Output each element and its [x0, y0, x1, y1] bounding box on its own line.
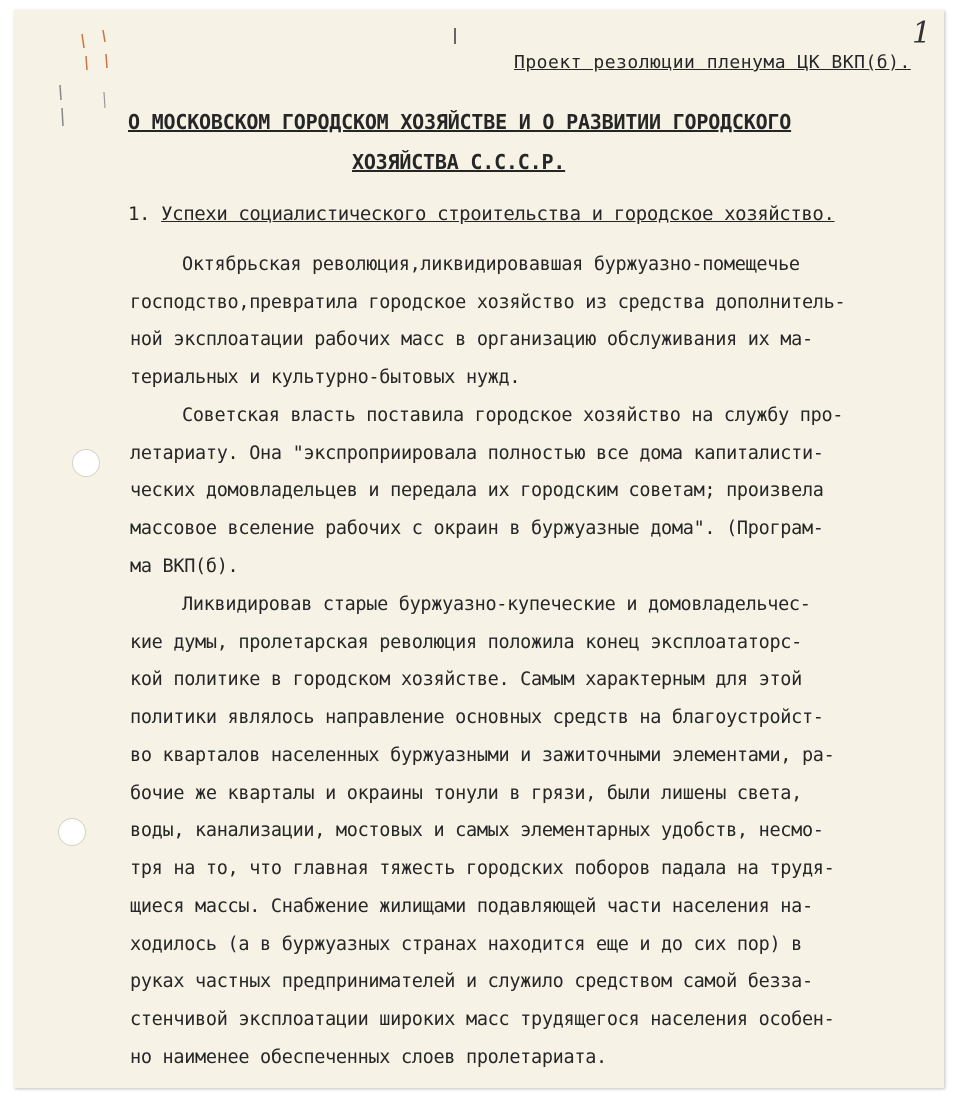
- body-line: стенчивой эксплоатации широких масс трудящегося населения особен-: [130, 1009, 835, 1030]
- body-line: руках частных предпринимателей и служило средством самой безза-: [130, 971, 813, 992]
- body-line: ходилось (а в буржуазных странах находится еще и до сих пор) в: [130, 934, 802, 955]
- body-line: летариату. Она "экспроприировала полностью все дома капиталисти-: [130, 443, 824, 464]
- pen-tick-mark: [454, 28, 456, 44]
- body-line: Октябрьская революция,ликвидировавшая буржуазно-помещечье: [182, 254, 800, 275]
- body-line: но наименее обеспеченных слоев пролетариата.: [130, 1047, 607, 1068]
- body-line: господство,превратила городское хозяйство из средства дополнитель-: [130, 292, 846, 313]
- punch-hole: [72, 449, 100, 477]
- body-line: воды, канализации, мостовых и самых элементарных удобств, несмо-: [130, 820, 824, 841]
- body-line: ма ВКП(б).: [130, 556, 239, 577]
- page-number: 1: [912, 16, 932, 51]
- body-line: ческих домовладельцев и передала их городским советам; произвела: [130, 480, 824, 501]
- body-line: ной эксплоатации рабочих масс в организацию обслуживания их ма-: [130, 329, 813, 350]
- body-line: бочие же кварталы и окраины тонули в грязи, были лишены света,: [130, 783, 802, 804]
- section-number: 1.: [128, 203, 151, 225]
- body-line: массовое вселение рабочих с окраин в буржуазные дома". (Програм-: [130, 518, 824, 539]
- body-line: кие думы, пролетарская революция положила конец эксплоататорс-: [130, 632, 802, 653]
- body-line: политики являлось направление основных средств на благоустройст-: [130, 707, 824, 728]
- document-title-line-2: ХОЗЯЙСТВА С.С.С.Р.: [352, 150, 566, 174]
- body-line: во кварталов населенных буржуазными и зажиточными элементами, ра-: [130, 745, 835, 766]
- body-line: кой политике в городском хозяйстве. Самым характерным для этой: [130, 669, 802, 690]
- margin-marks: [42, 30, 122, 140]
- section-heading: [128, 203, 835, 225]
- punch-hole: [58, 818, 86, 846]
- section-title: Успехи социалистического строительства и городское хозяйство.: [161, 203, 835, 225]
- document-header: Проект резолюции пленума ЦК ВКП(б).: [514, 52, 911, 73]
- body-line: териальных и культурно-бытовых нужд.: [130, 367, 521, 388]
- document-title-line-1: О МОСКОВСКОМ ГОРОДСКОМ ХОЗЯЙСТВЕ И О РАЗВИТИИ ГОРОДСКОГО: [128, 110, 792, 134]
- body-line: щиеся массы. Снабжение жилищами подавляющей части населения на-: [130, 896, 813, 917]
- document-page: [14, 10, 944, 1088]
- body-line: Ликвидировав старые буржуазно-купеческие и домовладельчес-: [182, 594, 811, 615]
- body-line: Советская власть поставила городское хозяйство на службу про-: [182, 405, 844, 426]
- body-line: тря на то, что главная тяжесть городских поборов падала на трудя-: [130, 858, 835, 879]
